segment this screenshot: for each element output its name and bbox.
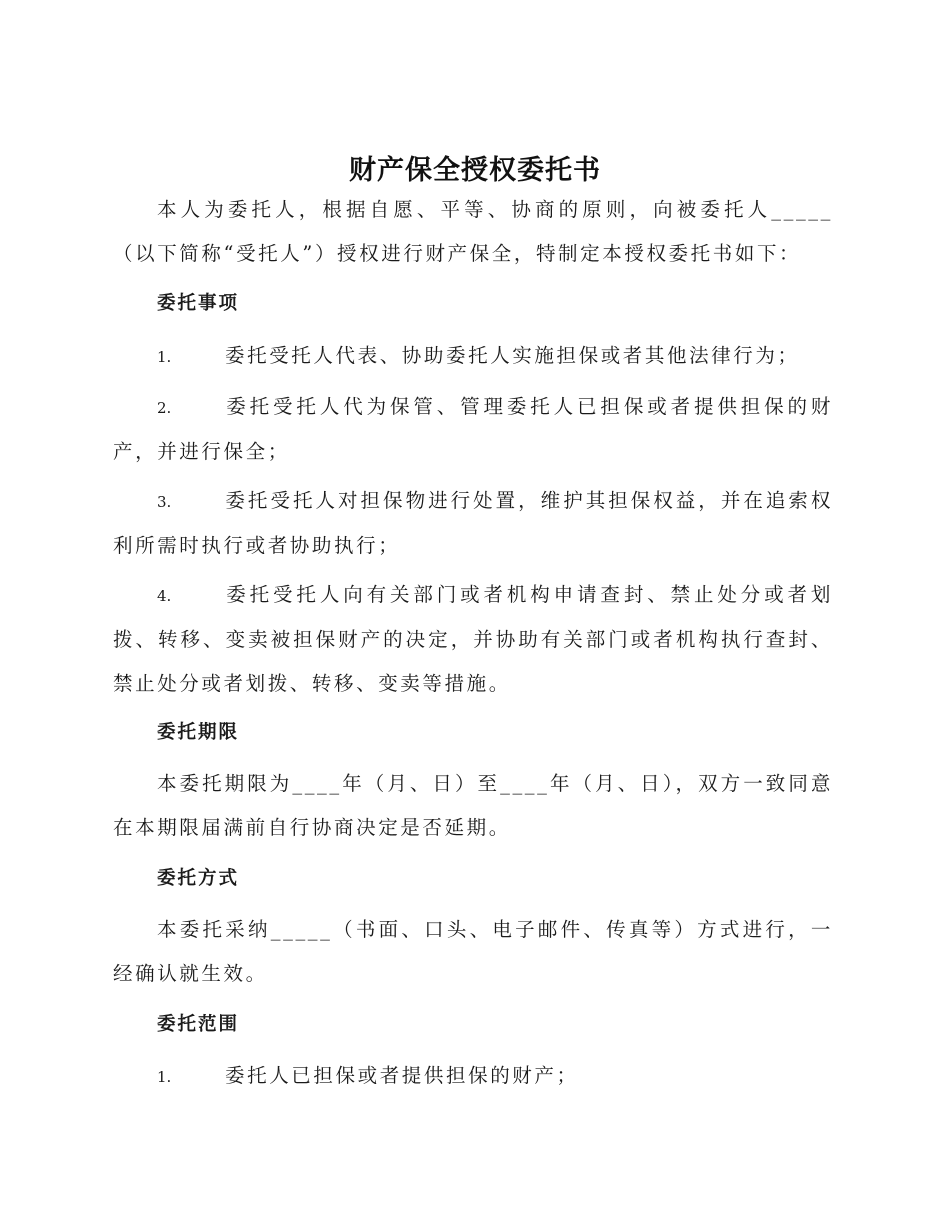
item-number: 3.: [157, 493, 172, 511]
matters-item-1: [113, 334, 833, 379]
item-text: 委托受托人对担保物进行处置，维护其担保权益，并在追索权利所需时执行或者协助执行；: [113, 489, 833, 557]
item-number: 4.: [157, 587, 172, 605]
heading-matters: 委托事项: [157, 293, 240, 314]
item-number: 2.: [157, 399, 172, 417]
scope-item-1: [113, 1054, 833, 1099]
matters-item-4: [113, 573, 833, 706]
term-paragraph: 本委托期限为____年（月、日）至____年（月、日），双方一致同意在本期限届满前自行协商决定是否延期。: [113, 772, 833, 839]
item-text: 委托受托人代为保管、管理委托人已担保或者提供担保的财产，并进行保全；: [113, 395, 833, 463]
item-text: 委托受托人代表、协助委托人实施担保或者其他法律行为；: [225, 344, 800, 367]
heading-method: 委托方式: [157, 868, 240, 889]
heading-scope: 委托范围: [157, 1014, 240, 1035]
item-text: 委托人已担保或者提供担保的财产；: [225, 1064, 579, 1087]
item-text: 委托受托人向有关部门或者机构申请查封、禁止处分或者划拨、转移、变卖被担保财产的决定，并协助有关部门或者机构执行查封、禁止处分或者划拨、转移、变卖等措施。: [113, 583, 833, 695]
document-title: 财产保全授权委托书: [349, 155, 601, 186]
intro-paragraph: 本人为委托人，根据自愿、平等、协商的原则，向被委托人_____（以下简称“受托人”）授权进行财产保全，特制定本授权委托书如下：: [113, 198, 833, 265]
matters-item-2: [113, 385, 833, 474]
method-paragraph: 本委托采纳_____（书面、口头、电子邮件、传真等）方式进行，一经确认就生效。: [113, 918, 833, 985]
item-number: 1.: [157, 348, 172, 366]
matters-item-3: [113, 479, 833, 568]
item-number: 1.: [157, 1068, 172, 1086]
heading-term: 委托期限: [157, 722, 240, 743]
